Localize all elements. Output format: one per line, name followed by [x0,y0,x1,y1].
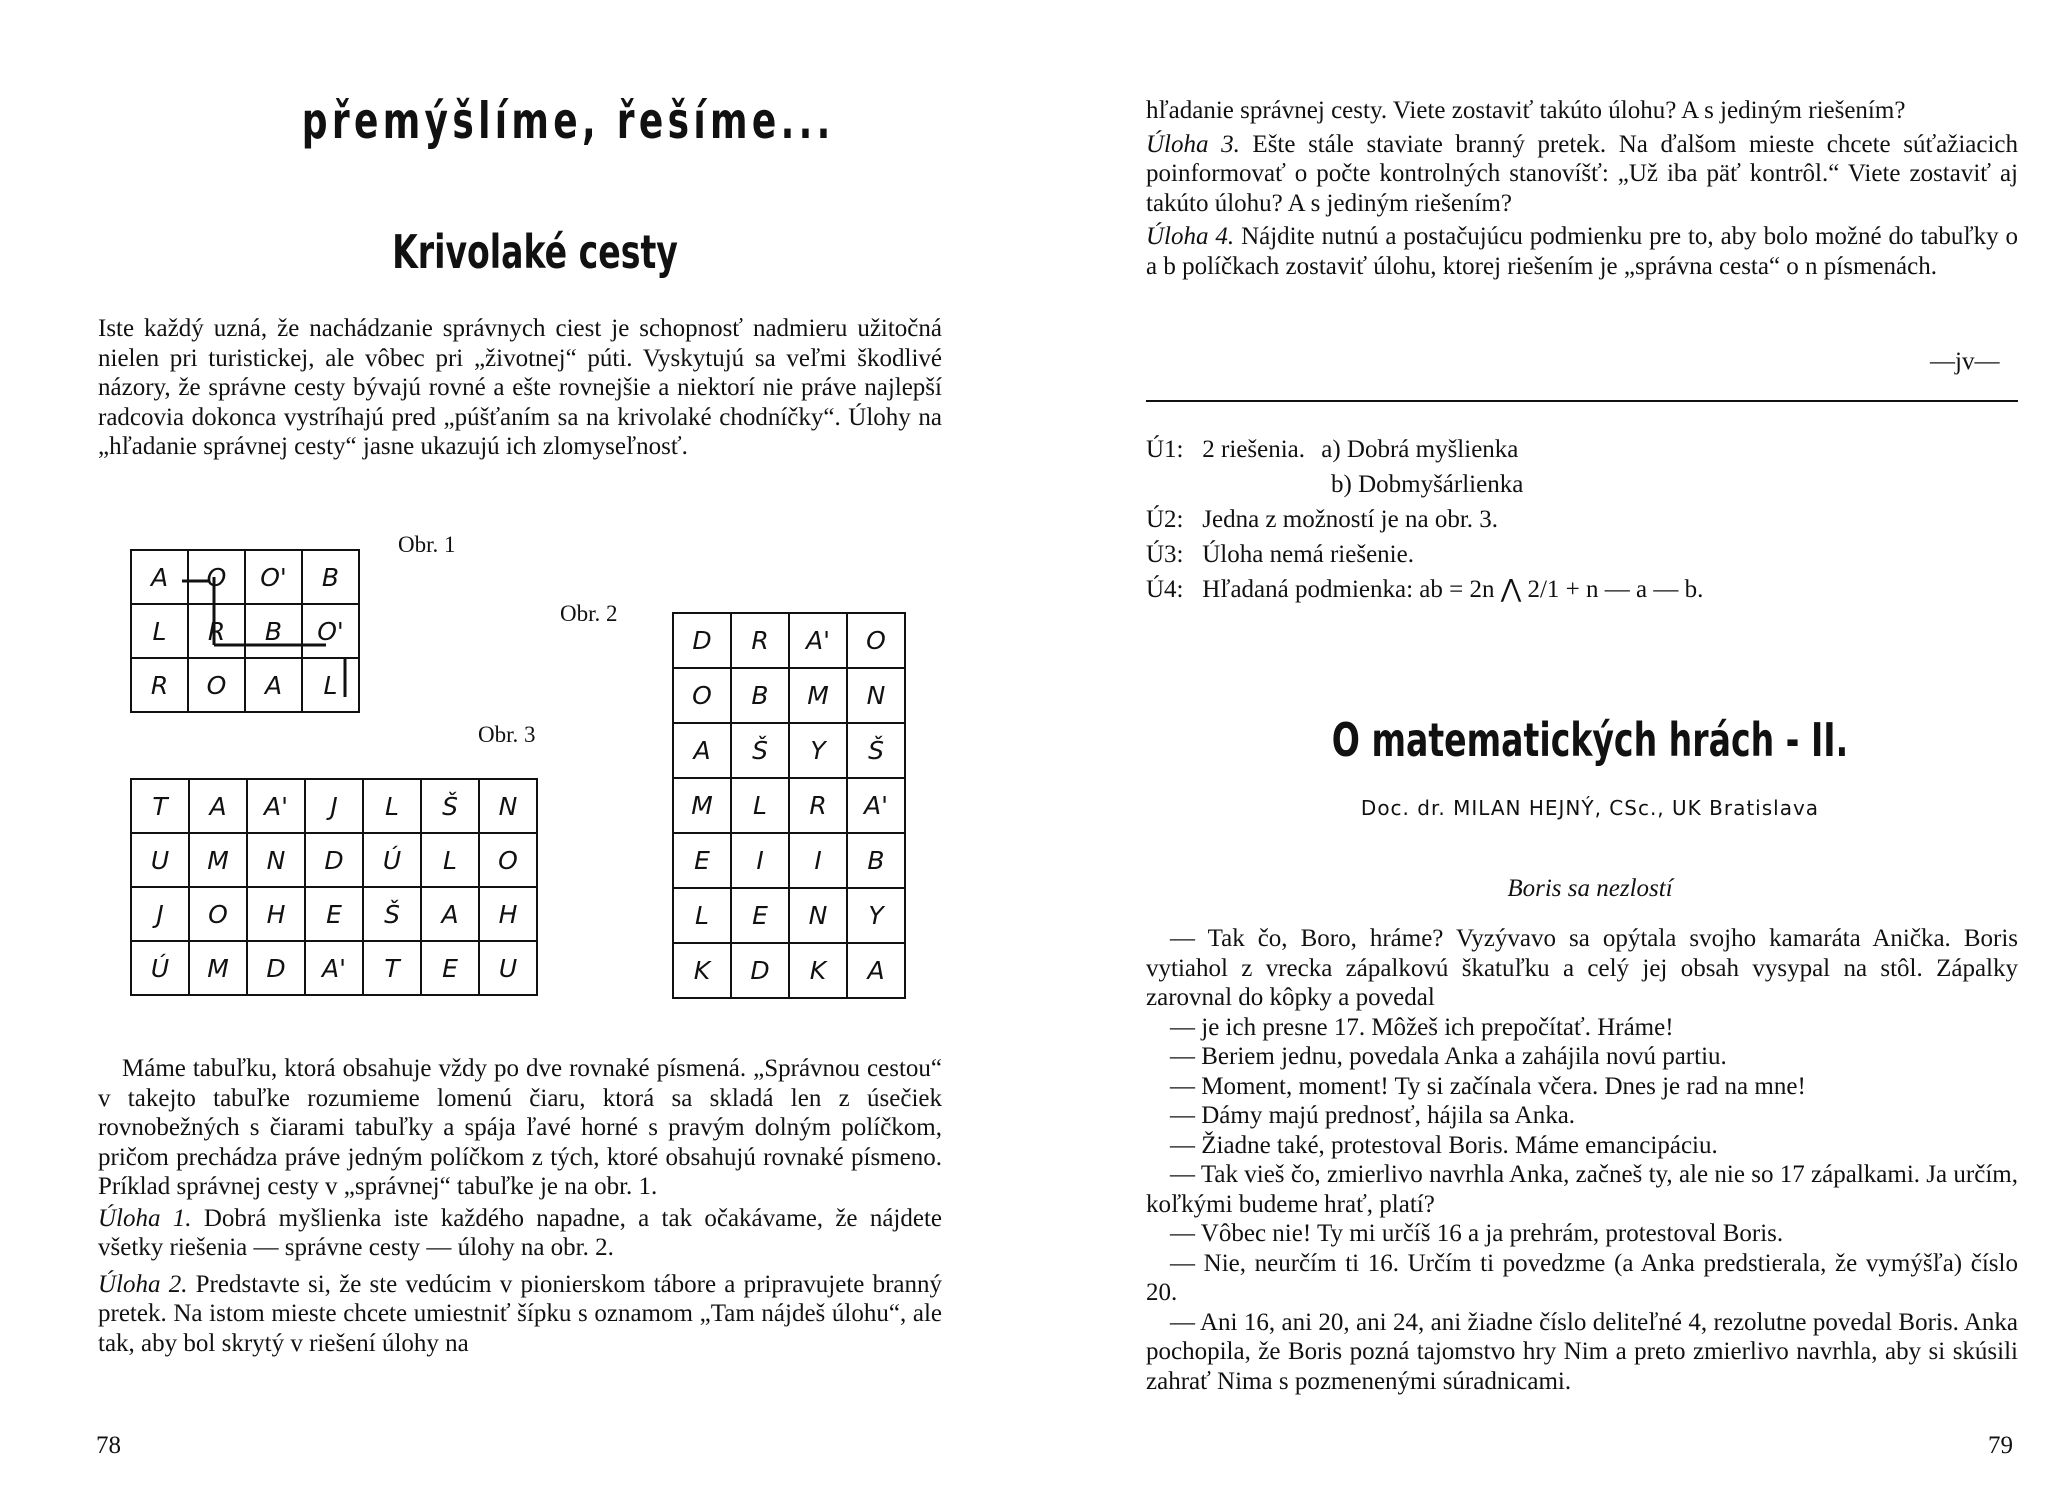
grid-cell: B [302,550,359,604]
answer-3 [1146,537,2018,572]
grid-cell: J [305,779,363,833]
grid-cell: U [479,941,537,995]
grid-cell: L [302,658,359,712]
grid-cell: E [421,941,479,995]
task-2-label: Úloha 2. [98,1270,188,1298]
grid-cell: Y [789,723,847,778]
article-title: Krivolaké cesty [392,225,678,279]
grid-cell: K [673,943,731,998]
task-1-label: Úloha 1. [98,1204,192,1232]
grid-cell: R [789,778,847,833]
grid-cell: T [363,941,421,995]
grid-cell: M [673,778,731,833]
grid-cell: E [731,888,789,943]
figure-2-grid [672,612,906,999]
dialogue [1146,924,2018,1396]
grid-cell: M [189,833,247,887]
grid-cell: N [479,779,537,833]
dialogue-line: — je ich presne 17. Môžeš ich prepočítať. Hráme! [1170,1013,1674,1041]
signature: —jv— [1930,348,2000,375]
task-1-text: Dobrá myšlienka iste každého napadne, a tak očakávame, že nájdete všetky riešenia — správne cesty — úlohy na obr. 2. [98,1204,943,1261]
grid-cell: H [479,887,537,941]
page-number: 79 [1988,1432,2013,1459]
figure-1-label: Obr. 1 [398,532,456,557]
task-4-label: Úloha 4. [1146,223,1235,250]
task-4-text: Nájdite nutnú a postačujúcu podmienku pre to, aby bolo možné do tabuľky o a b políčkach zostaviť úlohu, ktorej riešením je „správna cesta“ o n písmenách. [1146,223,2019,280]
grid-cell: L [731,778,789,833]
answer-1-b: b) Dobmyšárlienka [1331,471,1524,498]
figure-3-grid [130,778,538,996]
grid-cell: B [245,604,302,658]
grid-cell: Ú [131,941,189,995]
grid-cell: A' [789,613,847,668]
grid-cell: Š [421,779,479,833]
grid-cell: O' [245,550,302,604]
grid-cell: A [245,658,302,712]
grid-cell: L [131,604,188,658]
grid-cell: A [131,550,188,604]
answer-2 [1146,502,2018,537]
right-page [1030,0,2060,1500]
grid-cell: Ú [363,833,421,887]
grid-cell: A [421,887,479,941]
answer-3-text: Úloha nemá riešenie. [1202,541,1414,568]
section-divider [1146,400,2018,402]
answer-4-label: Ú4: [1146,576,1184,603]
grid-cell: M [189,941,247,995]
grid-cell: Š [363,887,421,941]
grid-cell: I [789,833,847,888]
section-header: přemýšlíme, řešíme... [301,92,835,150]
dialogue-line: — Nie, neurčím ti 16. Určím ti povedzme (a Anka predstierala, že vymýšľa) číslo 20. [1146,1249,2018,1306]
body-text [98,1054,942,1358]
grid-cell: U [131,833,189,887]
grid-cell: D [305,833,363,887]
answer-3-label: Ú3: [1146,541,1184,568]
grid-cell: N [847,668,905,723]
grid-cell: A' [847,778,905,833]
answer-1-label: Ú1: [1146,436,1184,463]
author-line: Doc. dr. MILAN HEJNÝ, CSc., UK Bratislava [1360,796,1820,820]
grid-cell: M [789,668,847,723]
task-1 [98,1204,942,1263]
grid-cell: A [189,779,247,833]
grid-cell: D [673,613,731,668]
grid-cell: O [673,668,731,723]
answer-1-a: a) Dobrá myšlienka [1321,436,1519,463]
grid-cell: H [247,887,305,941]
dialogue-line: — Beriem jednu, povedala Anka a zahájila novú partiu. [1170,1043,1727,1070]
answers [1146,432,2018,607]
grid-cell: R [188,604,245,658]
figure-1-path [130,549,370,729]
story-subtitle: Boris sa nezlostí [1507,875,1673,902]
figure-3-label: Obr. 3 [478,722,536,747]
grid-cell: E [673,833,731,888]
grid-cell: B [731,668,789,723]
grid-cell: O [479,833,537,887]
dialogue-line: — Žiadne také, protestoval Boris. Máme emancipáciu. [1170,1131,1718,1159]
grid-cell: E [305,887,363,941]
answer-2-text: Jedna z možností je na obr. 3. [1202,506,1499,533]
grid-cell: I [731,833,789,888]
grid-cell: L [421,833,479,887]
answer-1 [1146,432,2018,467]
grid-cell: O [847,613,905,668]
task-2 [98,1270,942,1359]
grid-cell: O [188,550,245,604]
answer-2-label: Ú2: [1146,506,1184,533]
grid-cell: K [789,943,847,998]
intro-paragraph: Iste každý uzná, že nachádzanie správnych ciest je schopnosť nadmieru užitočná nielen pri turistickej, ale vôbec pri „životnej“ púti. Vyskytujú sa veľmi škodlivé názory, že správne cesty bývajú rovné a ešte rovnejšie a niektorí nie práve najlepší radcovia dokonca vystríhajú pred „púšťaním sa na krivolaké chodníčky“. Úlohy na „hľadanie správnej cesty“ jasne ukazujú ich zlomyseľnosť. [98,315,942,460]
page-number: 78 [96,1432,121,1459]
grid-cell: O [188,658,245,712]
grid-cell: R [131,658,188,712]
task-2-text: Predstavte si, že ste vedúcim v pionierskom tábore a pripravujete branný pretek. Na istom mieste chcete umiestniť šípku s oznamom „Tam nájdeš úlohu“, ale tak, aby bol skrytý v riešení úlohy na [98,1270,942,1357]
grid-cell: Š [731,723,789,778]
task-3 [1146,130,2018,219]
task-3-text: Ešte stále staviate branný pretek. Na ďalšom mieste chcete súťažiacich poinformovať o počte kontrolných stanovíšť: „Už iba päť kontrôl.“ Viete zostaviť aj takúto úlohu? A s jediným riešením? [1146,130,2018,217]
grid-cell: N [789,888,847,943]
grid-cell: L [673,888,731,943]
grid-cell: T [131,779,189,833]
answer-1-text: 2 riešenia. [1202,436,1305,463]
dialogue-line: — Dámy majú prednosť, hájila sa Anka. [1170,1102,1576,1129]
dialogue-line: — Tak čo, Boro, hráme? Vyzývavo sa opýtala svojho kamaráta Anička. Boris vytiahol z vrecka zápalkovú škatuľku a celý jej obsah vysypal na stôl. Zápalky zarovnal do kôpky a povedal [1146,925,2018,1011]
grid-cell: N [247,833,305,887]
grid-cell: D [247,941,305,995]
grid-cell: O' [302,604,359,658]
dialogue-line: — Tak vieš čo, zmierlivo navrhla Anka, začneš ty, ale nie so 17 zápalkami. Ja určím, koľkými budeme hrať, platí? [1146,1161,2018,1218]
task-3-label: Úloha 3. [1146,130,1240,158]
grid-cell: R [731,613,789,668]
task-4 [1146,222,2018,281]
grid-cell: Š [847,723,905,778]
grid-cell: J [131,887,189,941]
dialogue-line: — Ani 16, ani 20, ani 24, ani žiadne číslo deliteľné 4, rezolutne povedal Boris. Anka pochopila, že Boris pozná tajomstvo hry Nim a preto zmierlivo navrhla, aby si skúsili zahrať Nima s pozmenenými súradnicami. [1146,1308,2018,1395]
answer-4-text: Hľadaná podmienka: ab = 2n ⋀ 2/1 + n — a — b. [1202,576,1704,603]
body-paragraph: Máme tabuľku, ktorá obsahuje vždy po dve rovnaké písmená. „Správnou cestou“ v takejto tabuľke rozumieme lomenú čiaru, ktorá sa skladá len z úsečiek rovnobežných s čiarami tabuľky a spája ľavé horné s pravým dolným políčkom, pričom prechádza práve jedným políčkom z tých, ktoré obsahujú rovnaké písmeno. Príklad správnej cesty v „správnej“ tabuľke je na obr. 1. [98,1055,942,1200]
figure-2-label: Obr. 2 [560,601,618,626]
grid-cell: B [847,833,905,888]
grid-cell: A' [305,941,363,995]
dialogue-line: — Moment, moment! Ty si začínala včera. Dnes je rad na mne! [1170,1072,1806,1100]
grid-cell: Y [847,888,905,943]
grid-cell: O [189,887,247,941]
continued-text [1146,96,2018,281]
dialogue-line: — Vôbec nie! Ty mi určíš 16 a ja prehrám, protestoval Boris. [1170,1220,1784,1247]
answer-4 [1146,572,2018,607]
continued-paragraph: hľadanie správnej cesty. Viete zostaviť takúto úlohu? A s jediným riešením? [1146,97,1906,124]
grid-cell: A [847,943,905,998]
grid-cell: A [673,723,731,778]
grid-cell: L [363,779,421,833]
grid-cell: D [731,943,789,998]
grid-cell: A' [247,779,305,833]
answer-1b [1146,467,2018,502]
article-title: O matematických hrách - II. [1331,713,1849,767]
